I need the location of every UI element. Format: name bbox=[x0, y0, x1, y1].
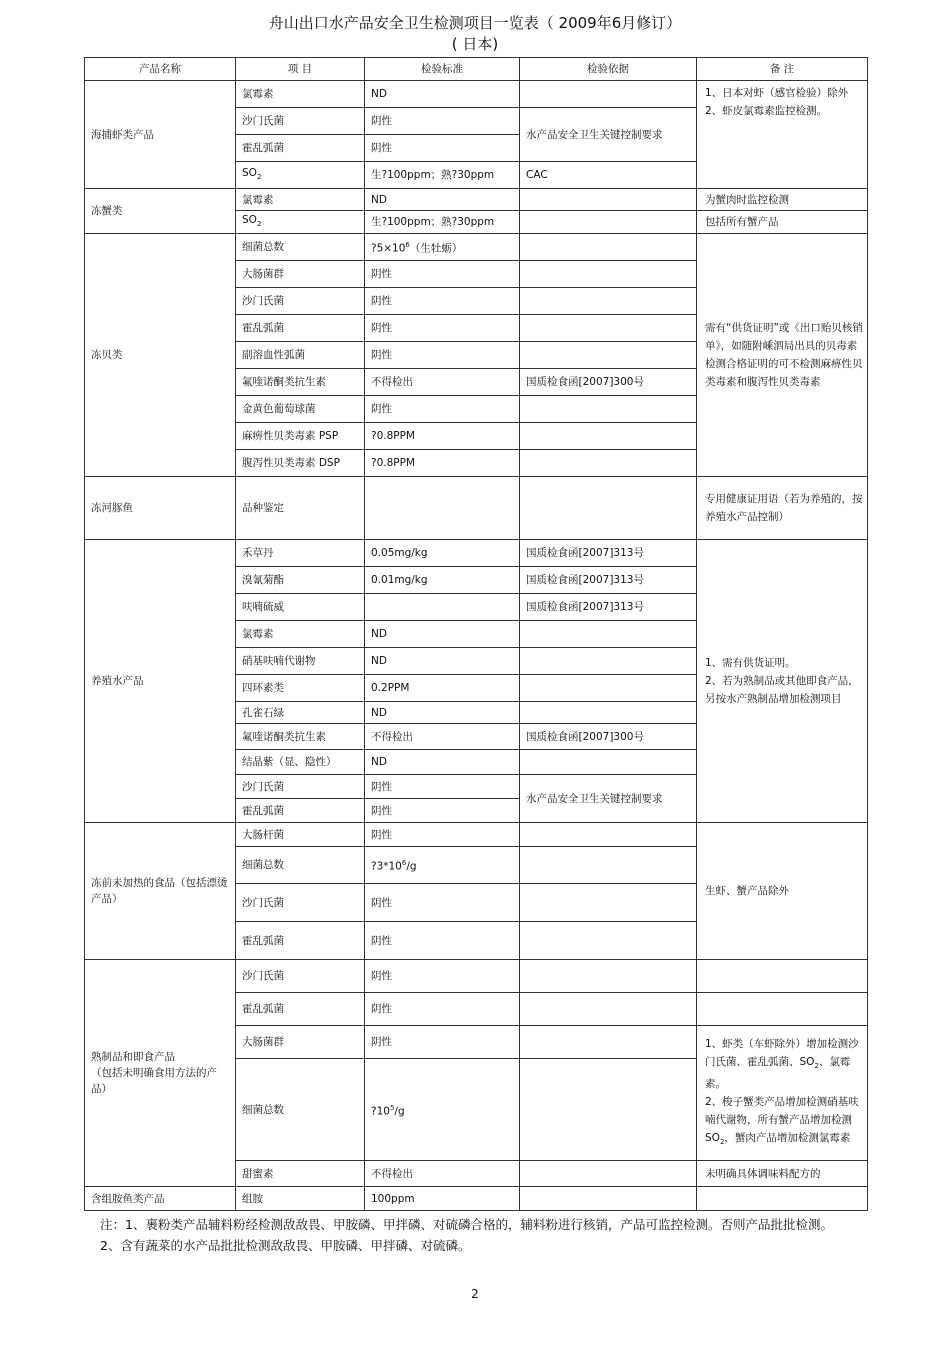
remark-text: ，蟹肉产品增加检测氯霉素 bbox=[724, 1132, 851, 1145]
item-cell: 霍乱弧菌 bbox=[236, 315, 365, 342]
item-cell: 沙门氏菌 bbox=[236, 960, 365, 993]
item-cell bbox=[236, 162, 365, 189]
product-name-line: 熟制品和即食产品 bbox=[91, 1051, 175, 1064]
document-title: 舟山出口水产品安全卫生检测项目一览表（ 2009年6月修订） bbox=[268, 14, 682, 32]
item-cell: 氯霉素 bbox=[236, 621, 365, 648]
remark-cell bbox=[697, 81, 868, 189]
superscript: 5 bbox=[389, 1103, 395, 1112]
remark-cell: 生虾、蟹产品除外 bbox=[697, 823, 868, 960]
item-cell: 品种鉴定 bbox=[236, 477, 365, 540]
remark-text: 1、虾类（车虾除外）增加检测沙门氏菌、霍乱弧菌、SO bbox=[705, 1038, 859, 1068]
remark-line bbox=[705, 1035, 863, 1093]
footnote: 注：1、裹粉类产品辅料粉经检测敌敌畏、甲胺磷、甲拌磷、对硫磷合格的，辅料粉进行核销，产品可监控检测。否则产品批批检测。2、含有蔬菜的水产品批批检测敌敌畏、甲胺磷、甲拌磷、对硫磷。 bbox=[100, 1217, 833, 1253]
item-cell: 霍乱弧菌 bbox=[236, 922, 365, 960]
basis-cell bbox=[520, 847, 697, 884]
basis-cell bbox=[520, 621, 697, 648]
standard-cell: 0.05mg/kg bbox=[365, 540, 520, 567]
standard-cell: ?0.8PPM bbox=[365, 423, 520, 450]
basis-cell bbox=[520, 993, 697, 1026]
subscript: 2 bbox=[256, 220, 262, 229]
standard-cell: 阴性 bbox=[365, 342, 520, 369]
standard-cell: 阴性 bbox=[365, 315, 520, 342]
item-cell: 组胺 bbox=[236, 1187, 365, 1211]
item-cell: 金黄色葡萄球菌 bbox=[236, 396, 365, 423]
standard-cell bbox=[365, 477, 520, 540]
standard-cell: 阴性 bbox=[365, 1026, 520, 1059]
basis-cell bbox=[520, 750, 697, 775]
item-cell: 霍乱弧菌 bbox=[236, 993, 365, 1026]
basis-cell bbox=[520, 477, 697, 540]
standard-cell: 阴性 bbox=[365, 396, 520, 423]
basis-cell: 国质检食函[2007]313号 bbox=[520, 594, 697, 621]
header-product: 产品名称 bbox=[85, 58, 236, 81]
table-row bbox=[85, 234, 868, 261]
subscript: 2 bbox=[719, 1138, 725, 1147]
standard-cell: 阴性 bbox=[365, 288, 520, 315]
remark-cell bbox=[697, 993, 868, 1026]
standard-cell: 阴性 bbox=[365, 922, 520, 960]
basis-cell bbox=[520, 450, 697, 477]
remark-text: 2、梭子蟹类产品增加检测硝基呋喃代谢物，所有蟹产品增加检测SO bbox=[705, 1096, 859, 1145]
table-row bbox=[85, 189, 868, 211]
item-text: SO bbox=[242, 166, 257, 179]
basis-cell: 水产品安全卫生关键控制要求 bbox=[520, 775, 697, 823]
standard-cell: 生?100ppm；熟?30ppm bbox=[365, 162, 520, 189]
product-name-cell: 含组胺鱼类产品 bbox=[85, 1187, 236, 1211]
standard-suffix: （生牡蛎） bbox=[409, 242, 463, 255]
basis-cell bbox=[520, 1187, 697, 1211]
standard-cell: 0.01mg/kg bbox=[365, 567, 520, 594]
standard-cell: 阴性 bbox=[365, 823, 520, 847]
item-cell: 细菌总数 bbox=[236, 847, 365, 884]
remark-line: 1、需有供货证明。 bbox=[705, 657, 796, 670]
item-cell: 禾草丹 bbox=[236, 540, 365, 567]
item-cell bbox=[236, 211, 365, 234]
standard-cell: 阴性 bbox=[365, 884, 520, 922]
basis-cell bbox=[520, 648, 697, 675]
product-name-cell: 冻前未加热的食品（包括漂烫产品） bbox=[85, 823, 236, 960]
item-cell: 氯霉素 bbox=[236, 81, 365, 108]
table-row bbox=[85, 823, 868, 847]
header-item: 项 目 bbox=[236, 58, 365, 81]
standard-cell: 0.2PPM bbox=[365, 675, 520, 702]
remark-text: 、氯霉素。 bbox=[705, 1056, 851, 1091]
standard-cell: ND bbox=[365, 81, 520, 108]
item-cell: 沙门氏菌 bbox=[236, 775, 365, 799]
standard-text: ?3*10 bbox=[371, 860, 402, 873]
standard-cell bbox=[365, 847, 520, 884]
item-cell: 麻痹性贝类毒素 PSP bbox=[236, 423, 365, 450]
standard-cell: 生?100ppm；熟?30ppm bbox=[365, 211, 520, 234]
remark-cell bbox=[697, 1187, 868, 1211]
standard-cell bbox=[365, 234, 520, 261]
standard-cell: 阴性 bbox=[365, 775, 520, 799]
table-row bbox=[85, 81, 868, 108]
basis-cell bbox=[520, 675, 697, 702]
inspection-items-table bbox=[84, 57, 868, 1211]
basis-cell: 国质检食函[2007]313号 bbox=[520, 540, 697, 567]
basis-cell: 国质检食函[2007]300号 bbox=[520, 369, 697, 396]
subscript: 2 bbox=[814, 1062, 819, 1071]
item-cell: 细菌总数 bbox=[236, 234, 365, 261]
table-row bbox=[85, 540, 868, 567]
item-cell: 大肠菌群 bbox=[236, 1026, 365, 1059]
item-cell: 大肠菌群 bbox=[236, 261, 365, 288]
remark-line: 2、若为熟制品或其他即食产品，另按水产熟制品增加检测项目 bbox=[705, 675, 859, 706]
basis-cell bbox=[520, 81, 697, 108]
standard-cell: 阴性 bbox=[365, 960, 520, 993]
product-name-line: （包括未明确食用方法的产品） bbox=[91, 1067, 217, 1096]
remark-cell: 包括所有蟹产品 bbox=[697, 211, 868, 234]
remark-cell bbox=[697, 960, 868, 993]
item-cell: 氯霉素 bbox=[236, 189, 365, 211]
table-row bbox=[85, 960, 868, 993]
product-name-cell: 冻蟹类 bbox=[85, 189, 236, 234]
basis-cell: 国质检食函[2007]300号 bbox=[520, 724, 697, 750]
remark-cell: 未明确具体调味料配方的 bbox=[697, 1161, 868, 1187]
item-cell: 大肠杆菌 bbox=[236, 823, 365, 847]
remark-cell bbox=[697, 1026, 868, 1161]
remark-cell: 专用健康证用语（若为养殖的，按养殖水产品控制） bbox=[697, 477, 868, 540]
basis-cell bbox=[520, 1161, 697, 1187]
item-cell: 四环素类 bbox=[236, 675, 365, 702]
remark-line: 1、日本对虾（感官检验）除外 bbox=[705, 87, 849, 99]
standard-cell: 阴性 bbox=[365, 993, 520, 1026]
basis-cell bbox=[520, 702, 697, 724]
superscript: 6 bbox=[405, 241, 410, 250]
standard-cell: ND bbox=[365, 702, 520, 724]
remark-cell bbox=[697, 540, 868, 823]
standard-text: ?10 bbox=[371, 1105, 390, 1118]
basis-cell bbox=[520, 315, 697, 342]
item-cell: 溴氰菊酯 bbox=[236, 567, 365, 594]
standard-cell: 阴性 bbox=[365, 261, 520, 288]
basis-cell bbox=[520, 288, 697, 315]
header-standard: 检验标准 bbox=[365, 58, 520, 81]
standard-cell bbox=[365, 594, 520, 621]
standard-cell: 不得检出 bbox=[365, 724, 520, 750]
item-cell: 霍乱弧菌 bbox=[236, 135, 365, 162]
item-cell: 氟喹诺酮类抗生素 bbox=[236, 369, 365, 396]
basis-cell bbox=[520, 423, 697, 450]
standard-cell: 不得检出 bbox=[365, 369, 520, 396]
basis-cell bbox=[520, 342, 697, 369]
document-subtitle: ( 日本) bbox=[451, 35, 499, 53]
product-name-cell: 海捕虾类产品 bbox=[85, 81, 236, 189]
item-cell: 副溶血性弧菌 bbox=[236, 342, 365, 369]
header-remark: 备 注 bbox=[697, 58, 868, 81]
standard-cell: ND bbox=[365, 750, 520, 775]
remark-line bbox=[705, 1093, 863, 1151]
basis-cell: 水产品安全卫生关键控制要求 bbox=[520, 108, 697, 162]
item-cell: 细菌总数 bbox=[236, 1059, 365, 1161]
header-basis: 检验依据 bbox=[520, 58, 697, 81]
standard-cell: ND bbox=[365, 648, 520, 675]
item-cell: 甜蜜素 bbox=[236, 1161, 365, 1187]
item-cell: 沙门氏菌 bbox=[236, 288, 365, 315]
item-cell: 呋喃硫威 bbox=[236, 594, 365, 621]
page-number: 2 bbox=[471, 1287, 479, 1301]
table-row bbox=[85, 1187, 868, 1211]
table-row bbox=[85, 477, 868, 540]
superscript: 6 bbox=[401, 859, 407, 868]
item-cell: 硝基呋喃代谢物 bbox=[236, 648, 365, 675]
basis-cell bbox=[520, 234, 697, 261]
standard-cell: 100ppm bbox=[365, 1187, 520, 1211]
item-cell: 氟喹诺酮类抗生素 bbox=[236, 724, 365, 750]
standard-cell: 阴性 bbox=[365, 135, 520, 162]
remark-cell: 为蟹肉时监控检测 bbox=[697, 189, 868, 211]
item-cell: 霍乱弧菌 bbox=[236, 799, 365, 823]
product-name-cell: 冻贝类 bbox=[85, 234, 236, 477]
product-name-cell bbox=[85, 960, 236, 1187]
standard-cell: 阴性 bbox=[365, 108, 520, 135]
table-header-row bbox=[85, 58, 868, 81]
basis-cell bbox=[520, 960, 697, 993]
basis-cell bbox=[520, 261, 697, 288]
item-cell: 孔雀石绿 bbox=[236, 702, 365, 724]
standard-cell: 阴性 bbox=[365, 799, 520, 823]
product-name-cell: 养殖水产品 bbox=[85, 540, 236, 823]
basis-cell bbox=[520, 884, 697, 922]
standard-cell: ND bbox=[365, 621, 520, 648]
basis-cell bbox=[520, 1059, 697, 1161]
standard-cell: ND bbox=[365, 189, 520, 211]
product-name-cell: 冻河豚鱼 bbox=[85, 477, 236, 540]
item-text: SO bbox=[242, 214, 257, 226]
basis-cell: 国质检食函[2007]313号 bbox=[520, 567, 697, 594]
standard-suffix: /g bbox=[406, 860, 417, 873]
basis-cell: CAC bbox=[520, 162, 697, 189]
standard-suffix: /g bbox=[394, 1105, 405, 1118]
standard-text: ?5×10 bbox=[371, 242, 406, 255]
item-cell: 结晶紫（显、隐性） bbox=[236, 750, 365, 775]
basis-cell bbox=[520, 189, 697, 211]
basis-cell bbox=[520, 922, 697, 960]
standard-cell: ?0.8PPM bbox=[365, 450, 520, 477]
item-cell: 沙门氏菌 bbox=[236, 884, 365, 922]
subscript: 2 bbox=[256, 173, 262, 182]
standard-cell bbox=[365, 1059, 520, 1161]
basis-cell bbox=[520, 211, 697, 234]
remark-line: 2、虾皮氯霉素监控检测。 bbox=[705, 105, 828, 117]
standard-cell: 不得检出 bbox=[365, 1161, 520, 1187]
item-cell: 沙门氏菌 bbox=[236, 108, 365, 135]
basis-cell bbox=[520, 1026, 697, 1059]
remark-cell: 需有“供货证明”或《出口贻贝核销单》，如随附嵊泗局出具的贝毒素检测合格证明的可不检测麻痹性贝类毒素和腹泻性贝类毒素 bbox=[697, 234, 868, 477]
basis-cell bbox=[520, 823, 697, 847]
basis-cell bbox=[520, 396, 697, 423]
item-cell: 腹泻性贝类毒素 DSP bbox=[236, 450, 365, 477]
